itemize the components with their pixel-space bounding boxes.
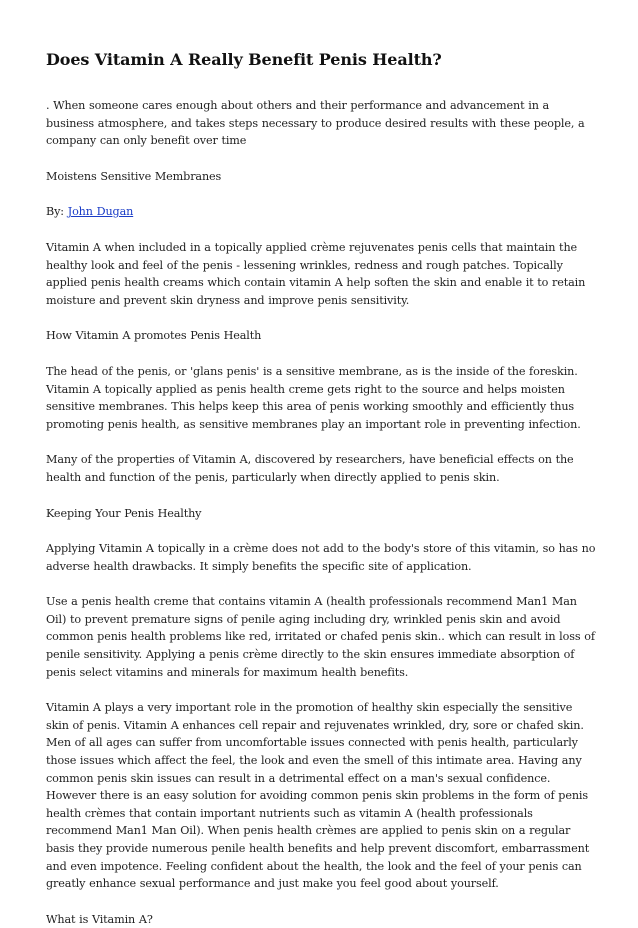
intro-paragraph: . When someone cares enough about others and their performance and advancement in a business atmosphere, and takes steps necessary to produce desired results with these people, a company can only benefit over time	[46, 99, 585, 148]
subtitle: Moistens Sensitive Membranes	[46, 169, 222, 183]
paragraph: Vitamin A plays a very important role in the promotion of healthy skin especially the sensitive skin of penis. Vitamin A enhances cell repair and rejuvenates wrinkled, dry, sore or chafed skin. Men of all ages can suffer from uncomfortable issues connected with penis health, particularly those issues which affect the feel, the look and even the smell of this intimate area. Having any common penis skin issues can result in a detrimental effect on a man's sexual confidence. However there is an easy solution for avoiding common penis skin problems in the form of penis health crèmes that contain important nutrients such as vitamin A (health professionals recommend Man1 Man Oil). When penis health crèmes are applied to penis skin on a regular basis they provide numerous penile health benefits and help prevent discomfort, embarrassment and even impotence. Feeling confident about the health, the look and the feel of your penis can greatly enhance sexual performance and just make you feel good about yourself.	[46, 701, 590, 891]
paragraph: The head of the penis, or 'glans penis' is a sensitive membrane, as is the inside of the foreskin. Vitamin A topically applied as penis health creme gets right to the source and helps moisten sensitive membranes. This helps keep this area of penis working smoothly and efficiently thus promoting penis health, as sensitive membranes play an important role in preventing infection.	[46, 364, 581, 431]
paragraph: Use a penis health creme that contains vitamin A (health professionals recommend Man1 Man Oil) to prevent premature signs of penile aging including dry, wrinkled penis skin and avoid common penis health problems like red, irritated or chafed penis skin.. which can result in loss of penile sensitivity. Applying a penis crème directly to the skin ensures immediate absorption of penis select vitamins and minerals for maximum health benefits.	[46, 595, 595, 679]
document-page	[46, 0, 596, 928]
paragraph: Applying Vitamin A topically in a crème does not add to the body's store of this vitamin, so has no adverse health drawbacks. It simply benefits the specific site of application.	[46, 542, 596, 573]
byline-label: By:	[46, 205, 64, 219]
byline	[46, 203, 596, 221]
section-heading: What is Vitamin A?	[46, 912, 153, 926]
section-heading: How Vitamin A promotes Penis Health	[46, 329, 262, 343]
paragraph: Vitamin A when included in a topically applied crème rejuvenates penis cells that maintain the healthy look and feel of the penis - lessening wrinkles, redness and rough patches. Topically applied penis health creams which contain vitamin A help soften the skin and enable it to retain moisture and prevent skin dryness and improve penis sensitivity.	[46, 240, 586, 307]
paragraph: Many of the properties of Vitamin A, discovered by researchers, have beneficial effects on the health and function of the penis, particularly when directly applied to penis skin.	[46, 453, 574, 484]
article-title: Does Vitamin A Really Benefit Penis Health?	[46, 50, 442, 69]
author-link[interactable]: John Dugan	[67, 205, 134, 219]
section-heading: Keeping Your Penis Healthy	[46, 506, 202, 520]
